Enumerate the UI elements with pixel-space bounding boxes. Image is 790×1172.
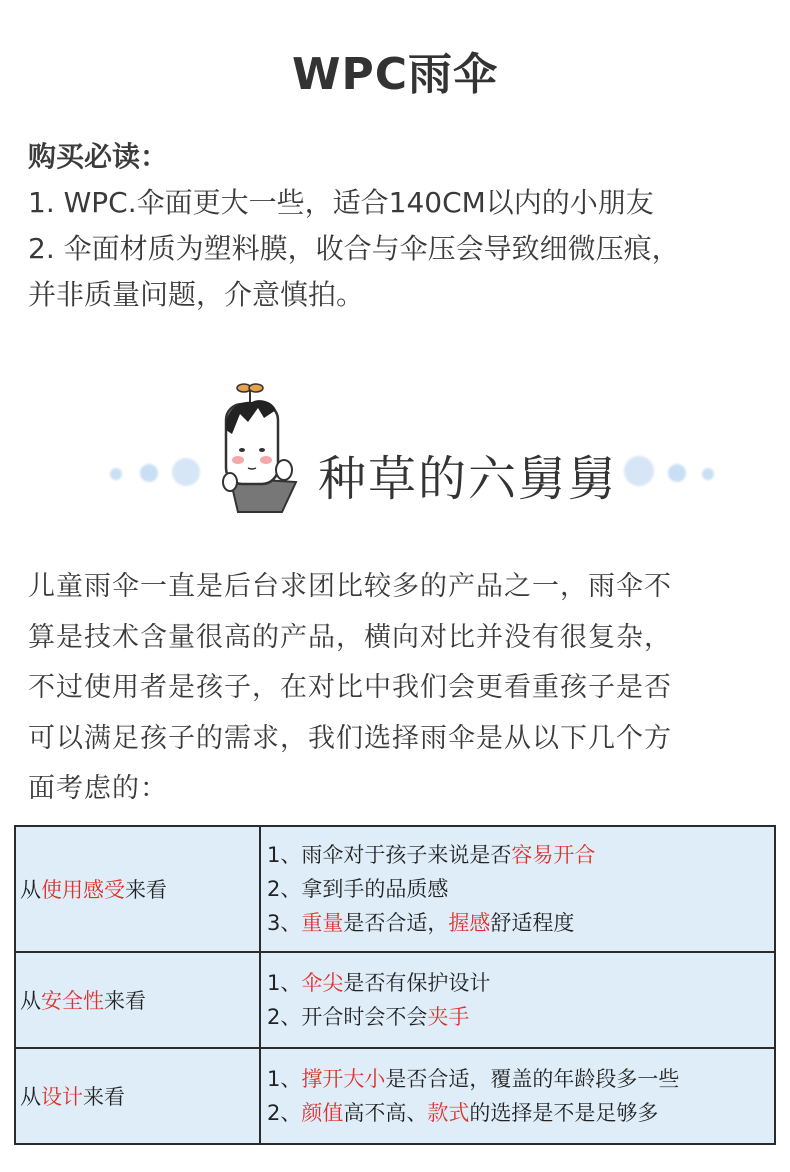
criterion-item: 2、开合时会不会夹手 xyxy=(267,1005,470,1029)
criterion-item: 2、拿到手的品质感 xyxy=(267,877,449,901)
notice-line-3: 并非质量问题，介意慎拍。 xyxy=(28,278,365,311)
intro-line: 可以满足孩子的需求，我们选择雨伞是从以下几个方 xyxy=(28,722,672,754)
page-title: WPC雨伞 xyxy=(291,49,499,100)
criterion-item: 1、伞尖是否有保护设计 xyxy=(267,971,491,995)
table-row xyxy=(15,952,775,1048)
criterion-item: 2、颜值高不高、款式的选择是不是足够多 xyxy=(267,1101,659,1125)
decor-dot xyxy=(702,468,714,480)
notice-line-1: 1. WPC.伞面更大一些，适合140CM以内的小朋友 xyxy=(28,186,654,219)
notice-heading: 购买必读： xyxy=(28,140,169,173)
brand-banner xyxy=(0,370,790,520)
purchase-notice xyxy=(28,134,768,318)
intro-line: 儿童雨伞一直是后台求团比较多的产品之一，雨伞不 xyxy=(28,571,672,602)
brand-name: 种草的六舅舅 xyxy=(318,451,619,507)
criteria-table xyxy=(14,825,776,1145)
intro-line: 算是技术含量很高的产品，横向对比并没有很复杂， xyxy=(28,621,672,653)
table-row xyxy=(15,1048,775,1144)
row-label: 从安全性来看 xyxy=(15,952,260,1048)
row-details xyxy=(260,826,775,952)
decor-dot xyxy=(172,458,200,486)
decor-dot xyxy=(624,456,654,486)
criterion-item: 3、重量是否合适，握感舒适程度 xyxy=(267,911,575,935)
cartoon-boy-mascot-icon xyxy=(212,378,312,518)
intro-paragraph xyxy=(28,562,768,815)
criterion-item: 1、撑开大小是否合适，覆盖的年龄段多一些 xyxy=(267,1067,680,1091)
row-details xyxy=(260,952,775,1048)
intro-line: 面考虑的： xyxy=(28,773,168,804)
table-row xyxy=(15,826,775,952)
decor-dot xyxy=(110,468,122,480)
decor-dot xyxy=(140,464,158,482)
notice-line-2: 2. 伞面材质为塑料膜，收合与伞压会导致细微压痕， xyxy=(28,232,680,265)
row-label: 从设计来看 xyxy=(15,1048,260,1144)
decor-dot xyxy=(668,464,686,482)
row-details xyxy=(260,1048,775,1144)
criterion-item: 1、雨伞对于孩子来说是否容易开合 xyxy=(267,843,596,867)
intro-line: 不过使用者是孩子，在对比中我们会更看重孩子是否 xyxy=(28,672,672,703)
row-label: 从使用感受来看 xyxy=(15,826,260,952)
